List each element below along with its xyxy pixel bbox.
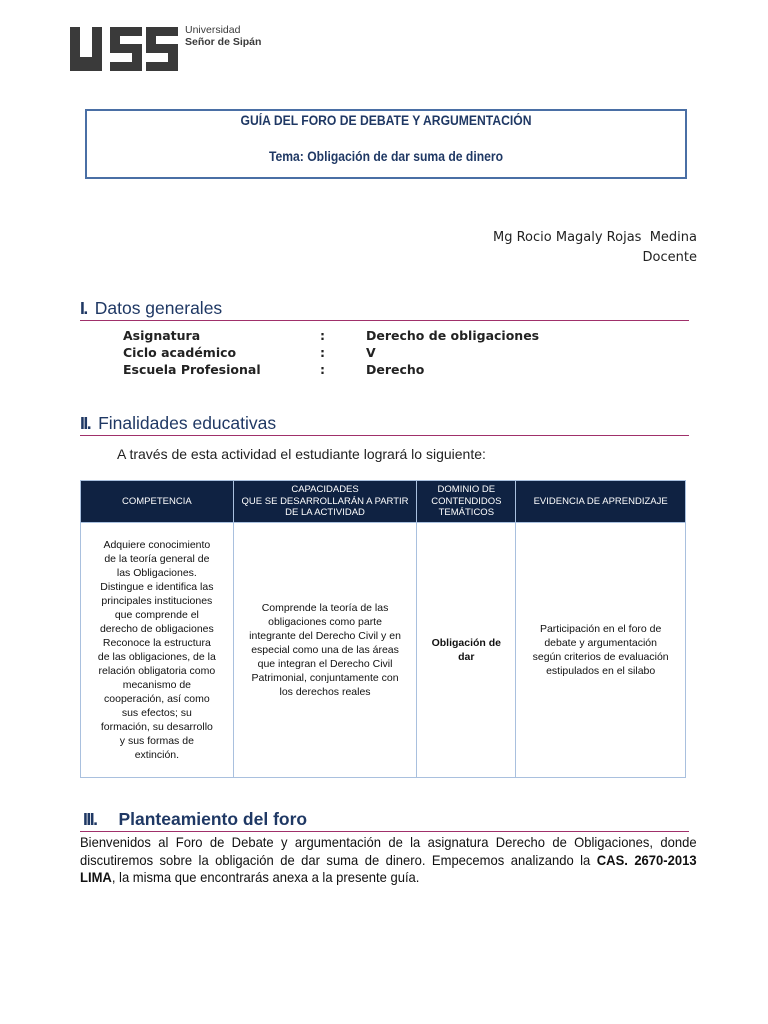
section-title: Datos generales (94, 298, 223, 318)
paragraph-text-end: , la misma que encontrarás anexa a la presente guía. (111, 869, 420, 885)
university-line1: Universidad (185, 24, 241, 36)
document-title: GUÍA DEL FORO DE DEBATE Y ARGUMENTACIÓN (240, 113, 532, 128)
section-number: III. (83, 809, 97, 829)
section-number: II. (80, 413, 91, 433)
data-key: Escuela Profesional (123, 362, 261, 377)
university-line2: Señor de Sipán (185, 36, 262, 48)
data-separator: : (320, 362, 325, 377)
table-cell-competencia: Adquiere conocimiento de la teoría general de las Obligaciones. Distingue e identifica las principales instituciones que comprende el derecho de obligaciones Reconoce la estructura de las obligaciones, de la relación obligatoria como mecanismo de cooperación, así como sus efectos; su formación, su desarrollo y sus formas de extinción. (81, 523, 234, 778)
data-separator: : (320, 345, 325, 360)
table-header-cell: DOMINIO DE CONTENDIDOS TEMÁTICOS (417, 481, 516, 523)
author-role: Docente (642, 250, 697, 265)
data-key: Ciclo académico (123, 345, 237, 360)
table-cell-dominio: Obligación de dar (417, 523, 516, 778)
table-header-row (81, 481, 686, 523)
case-reference: CAS. 2670-2013 LIMA (80, 851, 697, 885)
document-topic: Tema: Obligación de dar suma de dinero (268, 149, 504, 164)
author-block (493, 228, 697, 268)
table-cell-capacidades: Comprende la teoría de las obligaciones como parte integrante del Derecho Civil y en especial como una de las áreas que integran el Derecho Civil Patrimonial, conjuntamente con los derechos reales (233, 523, 417, 778)
data-value: V (366, 345, 376, 360)
logo-letter-u (70, 27, 102, 71)
data-value: Derecho de obligaciones (366, 328, 540, 343)
logo-letter-s1 (110, 27, 142, 71)
section-heading-finalidades (80, 413, 689, 436)
competency-table (80, 480, 686, 778)
table-header-cell: EVIDENCIA DE APRENDIZAJE (516, 481, 686, 523)
section-title: Finalidades educativas (98, 413, 277, 433)
section-intro: A través de esta actividad el estudiante logrará lo siguiente: (117, 446, 486, 462)
section-title: Planteamiento del foro (118, 809, 308, 829)
table-header-cell: COMPETENCIA (81, 481, 234, 523)
paragraph-text: Bienvenidos al Foro de Debate y argumentación de la asignatura Derecho de Obligaciones, donde discutiremos sobre la obligación de dar suma de dinero. Empecemos analizando la (80, 834, 697, 868)
section-number: I. (80, 298, 87, 318)
forum-paragraph (80, 834, 697, 887)
table-cell-evidencia: Participación en el foro de debate y argumentación según criterios de evaluación estipulados en el silabo (516, 523, 686, 778)
author-name: Mg Rocio Magaly Rojas Medina (493, 230, 697, 245)
university-name (185, 24, 261, 48)
data-separator: : (320, 328, 325, 343)
logo-letter-s2 (146, 27, 178, 71)
section-heading-datos-generales (80, 298, 689, 321)
table-row (81, 523, 686, 778)
section-heading-planteamiento (80, 809, 689, 832)
data-key: Asignatura (123, 328, 201, 343)
data-value: Derecho (366, 362, 425, 377)
table-header-cell: CAPACIDADES QUE SE DESARROLLARÁN A PARTIR DE LA ACTIVIDAD (233, 481, 417, 523)
title-box (85, 109, 687, 179)
